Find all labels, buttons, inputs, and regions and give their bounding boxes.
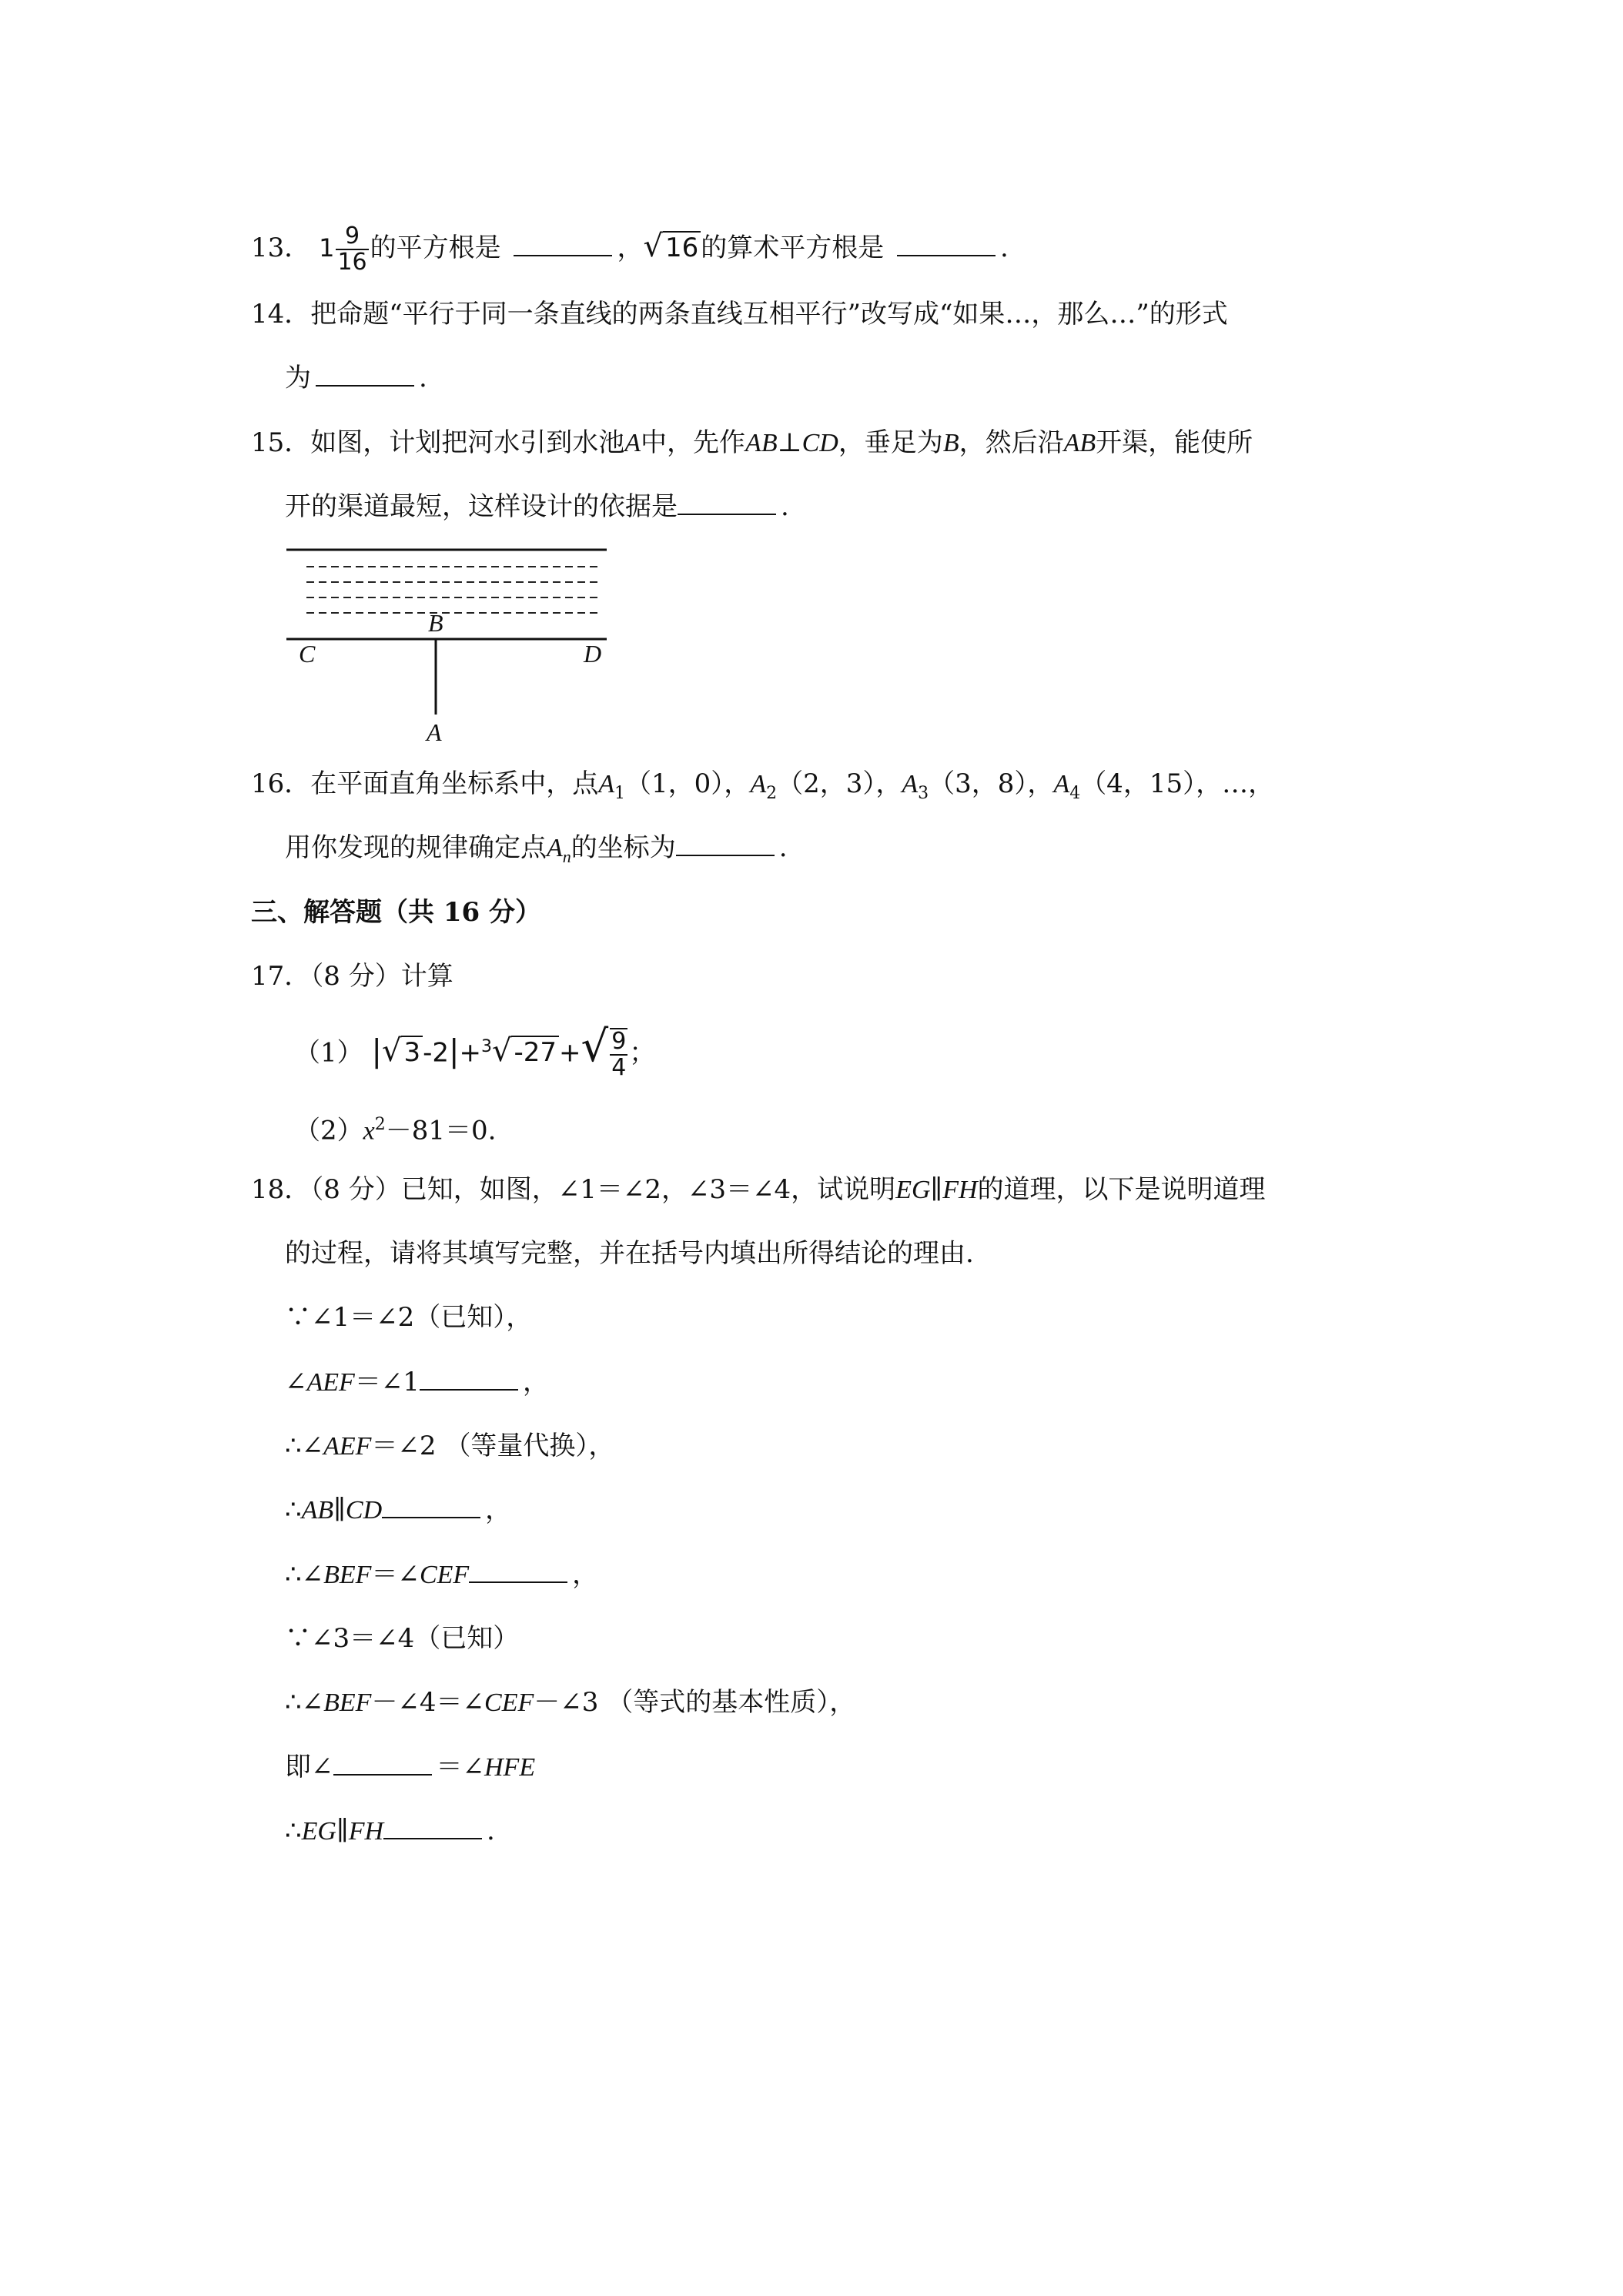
q13-blank-1[interactable] [514,232,612,256]
q14-number: 14． [251,299,311,330]
q16-line1: 16．在平面直角坐标系中，点$A_1(1$，0），$A_2(2$，3），$A_3(3$，8），$A_4(4$，15），…， [251,768,1275,803]
q18-line1: 18．（8 分）已知，如图，∠1＝∠2，∠3＝∠4，试说明EG∥FH的道理，以下是说明道理 [251,1174,1266,1205]
label-d: D [584,640,602,668]
q18-blank-3[interactable] [469,1558,567,1583]
q15-number: 15． [251,427,311,458]
q16-line2: 用你发现的规律确定点$A_n$的坐标为 . [285,832,788,866]
q18-line2: 的过程，请将其填写完整，并在括号内填出所得结论的理由. [285,1238,974,1269]
q16-blank[interactable] [676,832,775,856]
label-b: B [428,609,443,637]
q13-text1: 的平方根是 [370,233,501,263]
q17-cbrt: √-27 [492,1020,559,1083]
q18-step4: ∴AB∥CD ， [285,1494,512,1525]
q17-sqrt-frac: √ $\frac{9}{4}$ [581,1022,627,1081]
label-a: A [427,718,442,746]
q18-step7: ∴∠BEF－∠4＝∠CEF－∠3 （等式的基本性质）， [285,1687,856,1718]
q13-blank-2[interactable] [897,232,996,256]
q17-head: 17．（8 分）计算 [251,961,453,992]
q13-sqrt: √16 [643,216,701,279]
q18-blank-5[interactable] [383,1815,482,1839]
q15-line1: 15．如图，计划把河水引到水池A中，先作AB⊥CD，垂足为B，然后沿AB开渠，能使所 [251,427,1253,458]
q18-blank-4[interactable] [333,1751,432,1776]
q13-line: 13． 1 $\frac{9}{16}$ 的平方根是 ，√16的算术平方根是 . [251,216,1009,279]
q18-step6: ∵∠3＝∠4（已知） [285,1623,520,1654]
q14-blank[interactable] [316,362,414,387]
q13-fraction: $\frac{9}{16}$ [337,223,367,276]
q15-line2: 开的渠道最短，这样设计的依据是 . [285,491,789,522]
q17-sqrt3: √3 [382,1020,423,1083]
q17-part1: （1） |√3-2|+$^3$√-27+√ $\frac{9}{4}$ ； [294,1016,655,1083]
q13-number: 13． [251,233,311,263]
q13-text2: 的算术平方根是 [701,233,885,263]
q18-step5: ∴∠BEF＝∠CEF ， [285,1559,599,1590]
label-c: C [299,640,316,668]
q15-blank[interactable] [678,490,776,515]
q18-step8: 即∠ ＝∠HFE [285,1752,536,1782]
q16-number: 16． [251,768,311,799]
q17-part2: $(2)x^2-81=0$. [294,1115,497,1146]
q18-step1: ∵∠1＝∠2（已知）， [285,1302,533,1333]
q18-step2: ∠AEF＝∠1 ， [285,1367,549,1397]
q18-number: 18． [251,1174,311,1205]
q14-line2: 为 . [285,363,427,393]
section3-title: 三、解答题（共 16 分） [251,897,541,928]
q18-step9: ∴EG∥FH . [285,1816,495,1846]
q18-step3: ∴∠AEF＝∠2 （等量代换）， [285,1431,615,1461]
q14-line1: 14．把命题“平行于同一条直线的两条直线互相平行”改写成“如果…，那么…”的形式 [251,299,1228,330]
q13-mixed-whole: 1 [319,233,335,263]
q18-blank-2[interactable] [382,1494,480,1518]
q17-number: 17． [251,961,311,992]
q18-blank-1[interactable] [420,1366,518,1391]
q15-figure [285,539,608,755]
